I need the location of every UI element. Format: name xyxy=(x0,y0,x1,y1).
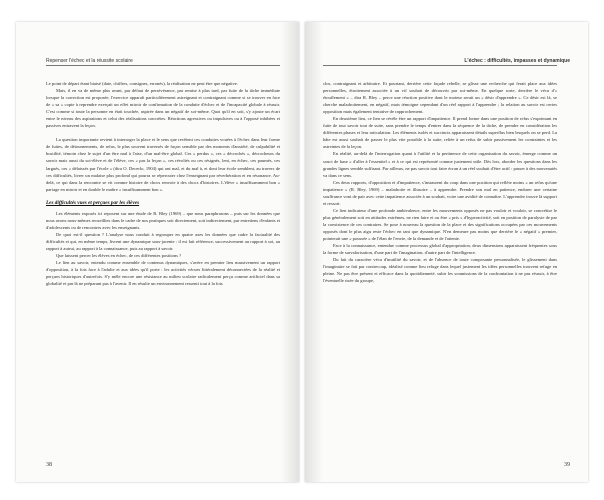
paragraph: Le lien au savoir, entendu comme ensemble de contenus dynamiques, s'avère en premier lieu massivement un rapport d'opposition, à la fois face à l'adulte et aux idées qu'il porte : les activités vécues littéralement déconnectées de la réalité et perçues historiques d'autrefois. S'y mêle encore une résistance au milieu scolaire radicalement perçu comme artificiel dans sa globalité et par là ne préparant pas à l'avenir. Il en résulte un environnement ressenti tout à la fois xyxy=(46,260,280,287)
paragraph: Les éléments exposés ici reposent sur une étude de R. Bley (1969) – que nous paraphrasons – puis sur les données que nous avons nous-mêmes recueillies dans le cadre de nos pratiques soit directement, soit indirectement, par entretiens d'enfants et d'adolescents ou de rencontres avec les enseignants. xyxy=(46,210,280,230)
paragraph: La question importante revient à interroger la place et le sens que revêtent ces conduites vouées à l'échec dans leur forme de fuites, de détournements, de refus, le plus souvent traversés de façon sensible par des moments d'anxiété, de culpabilité et hostilité, témoin chez le sujet d'un être mal à l'aise, d'un mal-être global. Ces « perdus », ces « décrochés », décrocheurs du savoir mais aussi du soi-élève et de l'élève, ces « pas la leçon », ces révoltés ou ces résignés, lent, en échec, ces paumés, ces largués, ces « délaissés par l'école » (dira O. Decerlo, 1904) qui ont mal, et du mal à, et dont leur école semblent, au travers de ces difficultés, livrer un malaise plus profond qui pourra se répercuter chez l'enseignant par réverbération et en résonance. Au-delà, ce qui dans la rencontre se vit comme histoire de chocs renvoie à des chocs d'histoires. L'élève « insuffisamment bon » partage en miroir et en double le maître « insuffisamment bon ». xyxy=(46,137,280,192)
paragraph: Le point de départ étant biaisé (date, chiffres, consignes, erronés), la réalisation ne peut être que négative. xyxy=(46,81,238,86)
paragraph: Mais, il en va de même plus avant, par défaut de persévérance, par remise à plus tard, par fuite de la tâche immédiate lorsque la correction est proposée, l'exercice apparaît particulièrement astreignant et contraignant comme si se trouver en face de « sa » copie à reprendre exerçait un effet miroir de confirmation de la conduite d'échec et de l'incapacité globale à réussir. C'est comme si toute la personne en était touchée, aspirée dans un négatif de soi-même. Quoi qu'il en soit, s'y ajoute un écart entre le niveau des aspirations et celui des réalisations concrètes. Réactions agressives ou impulsives ou à l'opposé inhibées et passives entravent la leçon. xyxy=(46,88,280,129)
header-rule xyxy=(46,65,280,66)
gutter-shadow xyxy=(305,22,323,482)
page-number: 39 xyxy=(564,462,570,468)
body-text xyxy=(323,80,557,284)
gutter-shadow xyxy=(281,22,299,482)
page-number: 38 xyxy=(46,462,52,468)
paragraph: Du fait du caractère vécu d'inutilité du savoir, et de l'absence de toute composante personnalisée, le glissement dans l'imaginaire se fait par contrecoup, idéalisé comme lieu refuge dans lequel justement les idées personnelles trouvent refuge en pleine. Ne pas être présent et efficace dans la quotidienneté, subir les soumissions de la confrontation à ne pas réussir, à être l'éventuelle risée du groupe, xyxy=(323,257,557,284)
body-text xyxy=(46,80,280,287)
running-head: L'échec : difficultés, impasses et dynamique xyxy=(464,58,570,64)
left-page xyxy=(16,22,299,482)
paragraph: De quoi est-il question ? L'analyse nous conduit à regrouper en quatre axes les données que cadre la factualité des difficultés et qui, en même temps, livrent une dynamique sous-jacente : il est fait référence, successivement au rapport à soi, au rapport à autrui, au rapport à la connaissance, puis au rapport à savoir. xyxy=(46,231,280,251)
paragraph: Que laissent percer les élèves en échec, de ces différentes positions ? xyxy=(56,253,182,259)
paragraph: En réalité, au-delà de l'interrogation quant à l'utilité et la pertinence de cette organisation du savoir, émerge comme un souci de base « d'aller à l'essentiel » et à ce qui est représenté comme justement utile. Dès lors, aborder les questions dans les grandes lignes semble suffisant. Par ailleurs, ne pas savoir tout faire écran à un réel souhait d'être actif : passer à des nouveautés va dans ce sens. xyxy=(323,151,557,178)
paragraph: Ces deux rapports, d'opposition et d'impatience, s'instaurent du coup dans une position qui reflète moins « un refus qu'une impatience » (R. Bley, 1969) – maladroite et illusoire – à apprendre. Prendre son mal en patience, endurer une certaine souffrance vont de pair avec cette impatience associée à un souhait, voire une avidité de connaître. L'apprendre trouve là support et ressort. xyxy=(323,179,557,206)
running-head: Repenser l'échec et la réussite scolaire xyxy=(46,58,133,64)
paragraph: Face à la connaissance, entendue comme processus global d'appropriation, deux dimensions apparaissent fréquentes sous la forme de survalorisation, d'une part de l'imagination, d'autre part de l'intelligence. xyxy=(323,243,557,256)
paragraph: clos, contraignant et arbitraire. Et pourtant, derrière cette façade rebelle, se glisse une recherche qui ferait place aux idées personnelles, étroitement associée à un vif souhait de découvrir par soi-même. En quelque sorte, derrière le vécu d'« étouffement » – dira R. Bley – perce une réaction positive dont le moteur serait un « désir d'apprendre ». Ce désir est là, se cherche maladroitement, en négatif, mais témoigne cependant d'un réel rapport à l'apprendre ; la relation au savoir est certes opposition mais également tentative de rapprochement. xyxy=(323,81,557,115)
right-page xyxy=(305,22,588,482)
section-heading: Les difficultés vues et perçues par les élèves xyxy=(46,199,140,206)
header-rule xyxy=(323,65,557,66)
paragraph: En deuxième lieu, ce lien se révèle être un rapport d'impatience. Il prend forme dans une position de refus s'exprimant en fuite de tout savoir tout de suite, sans prendre le temps d'entrer dans la séquence de la tâche, de prendre en considération les différentes phases et leur articulation. Les éléments isolés et succincts apparaissent détails superflus bien lesquels on se perd. La hâte est aussi souhait de passer le plus vite possible à la suite, reliée à un refus de subir passivement les contraintes et les astreintes de la leçon. xyxy=(323,116,557,150)
paragraph: Ce lien indicateur d'une profonde ambivalence, entre les mouvements opposés ne pas vouloir et vouloir, se concrétise le plus généralement soit en attitudes extrêmes, ne rien faire et ou être « pris » d'hyperactivité, soit en position de paralysie de par la coexistence de ces contraires. Se pose à nouveau la question de la place et des significations occupées par ces mouvements opposés dont le plus aigu reste l'échec en tant que dynamique. N'en demeure pas moins que derrière le « négatif » premier, pointerait une « poussée » de l'élan de l'envie, de la demande et de l'attente. xyxy=(323,207,557,242)
